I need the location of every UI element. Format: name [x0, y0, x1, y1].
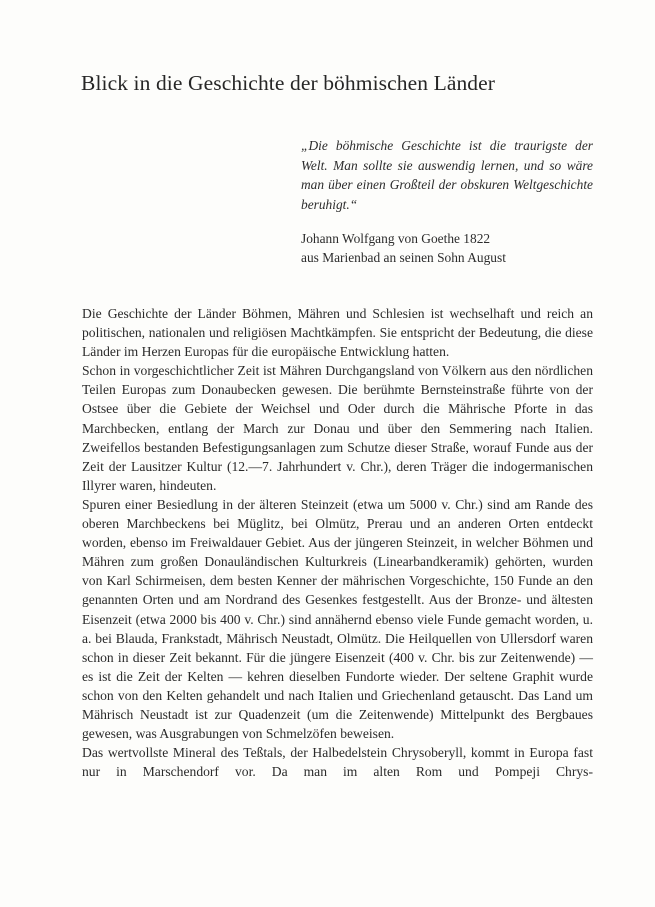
page-title: Blick in die Geschichte der böhmischen Länder — [81, 71, 496, 95]
epigraph-attribution — [301, 229, 593, 267]
paragraph: Schon in vorgeschichtlicher Zeit ist Mähren Durchgangsland von Völkern aus den nördlichen Teilen Europas zum Donaubecken gewesen. Die berühmte Bernsteinstraße führte von der Ostsee über die Gebiete der Weichsel und Oder durch die Mährische Pforte in das Marchbecken, entlang der March zur Donau und über den Semmering nach Italien. Zweifellos bestanden Befestigungsanlagen zum Schutze dieser Straße, worauf Funde aus der Zeit der Lausitzer Kultur (12.—7. Jahrhundert v. Chr.), deren Träger die indogermanischen Illyrer waren, hindeuten. — [82, 363, 593, 493]
attribution-author: Johann Wolfgang von Goethe 1822 — [301, 231, 491, 246]
epigraph — [301, 136, 593, 267]
attribution-source: aus Marienbad an seinen Sohn August — [301, 250, 506, 265]
paragraph: Spuren einer Besiedlung in der älteren Steinzeit (etwa um 5000 v. Chr.) sind am Rande des oberen Marchbeckens bei Müglitz, bei Olmütz, Prerau und an anderen Orten entdeckt worden, ebenso im Freiwaldauer Gebiet. Aus der jüngeren Steinzeit, in welcher Böhmen und Mähren zum großen Donauländischen Kulturkreis (Linearbandkeramik) gehörten, wurden von Karl Schirmeisen, dem besten Kenner der mährischen Vorgeschichte, 150 Funde an den genannten Orten und am Nordrand des Gesenkes festgestellt. Aus der Bronze- und ältesten Eisenzeit (etwa 2000 bis 400 v. Chr.) sind annähernd ebenso viele Funde gemacht worden, u. a. bei Blauda, Frankstadt, Mährisch Neustadt, Olmütz. Die Heilquellen von Ullersdorf waren schon in dieser Zeit bekannt. Für die jüngere Eisenzeit (400 v. Chr. bis zur Zeitenwende) — es ist die Zeit der Kelten — kehren dieselben Fundorte wieder. Der seltene Graphit wurde schon von den Kelten gehandelt und nach Italien und Griechenland getauscht. Das Land um Mährisch Neustadt ist zur Quadenzeit (um die Zeitenwende) Mittelpunkt des Bergbaues gewesen, was Ausgrabungen von Schmelzöfen beweisen. — [82, 496, 593, 742]
paragraph: Die Geschichte der Länder Böhmen, Mähren und Schlesien ist wechselhaft und reich an politischen, nationalen und religiösen Machtkämpfen. Sie entspricht der Bedeutung, die diese Länder im Herzen Europas für die europäische Entwicklung hatten. — [82, 306, 593, 360]
paragraph: Das wertvollste Mineral des Teßtals, der Halbedelstein Chrysoberyll, kommt in Europa fast nur in Marschendorf vor. Da man im alten Rom und Pompeji Chrys- — [82, 745, 593, 780]
epigraph-quote: „Die böhmische Geschichte ist die traurigste der Welt. Man sollte sie auswendig lernen, und so wäre man über einen Großteil der obskuren Weltgeschichte beruhigt.“ — [301, 138, 593, 212]
body-text — [82, 304, 593, 781]
